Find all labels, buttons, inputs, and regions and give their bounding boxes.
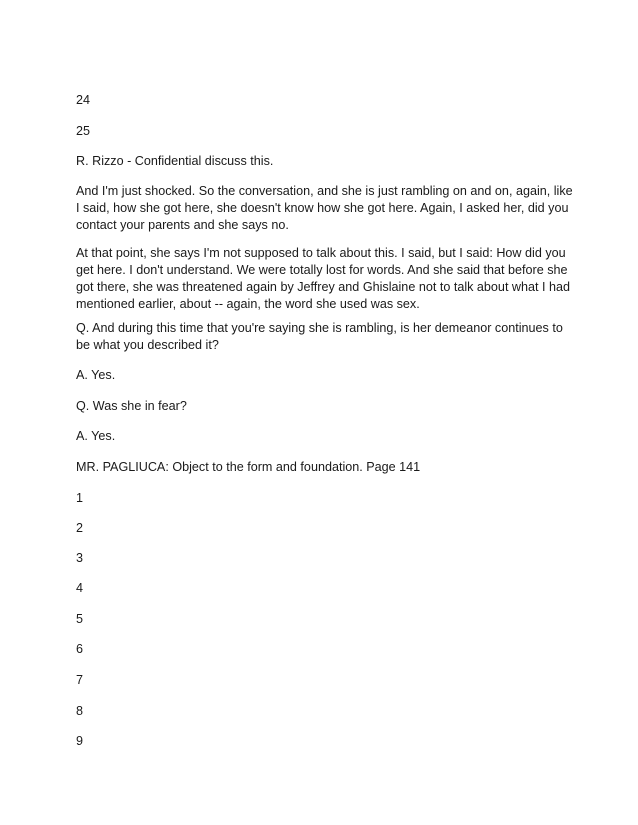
paragraph-answer: A. Yes. [76,429,116,443]
line-number: 4 [76,581,84,595]
paragraph-question: Q. And during this time that you're saying she is rambling, is her demeanor continues to be what you described it? [76,321,563,352]
paragraph-speaker-header: R. Rizzo - Confidential discuss this. [76,154,274,168]
line-number: 5 [76,612,84,626]
line-number: 8 [76,704,84,718]
line-number: 9 [76,734,84,748]
line-number: 6 [76,642,84,656]
line-number: 24 [76,93,91,107]
paragraph-testimony: And I'm just shocked. So the conversation, and she is just rambling on and on, again, like I said, how she got here, she doesn't know how she got here. Again, I asked her, did you contact your parents and she says no. [76,184,573,232]
paragraph-testimony: At that point, she says I'm not supposed to talk about this. I said, but I said: How did you get here. I don't understand. We were totally lost for words. And she said that before she got there, she was threatened again by Jeffrey and Ghislaine not to talk about what I had mentioned earlier, about -- again, the word she used was sex. [76,246,571,311]
paragraph-objection: MR. PAGLIUCA: Object to the form and foundation. Page 141 [76,460,421,474]
line-number: 2 [76,521,84,535]
line-number: 7 [76,673,84,687]
line-number: 1 [76,491,84,505]
paragraph-question: Q. Was she in fear? [76,399,187,413]
paragraph-answer: A. Yes. [76,368,116,382]
line-number: 25 [76,124,91,138]
line-number: 3 [76,551,84,565]
